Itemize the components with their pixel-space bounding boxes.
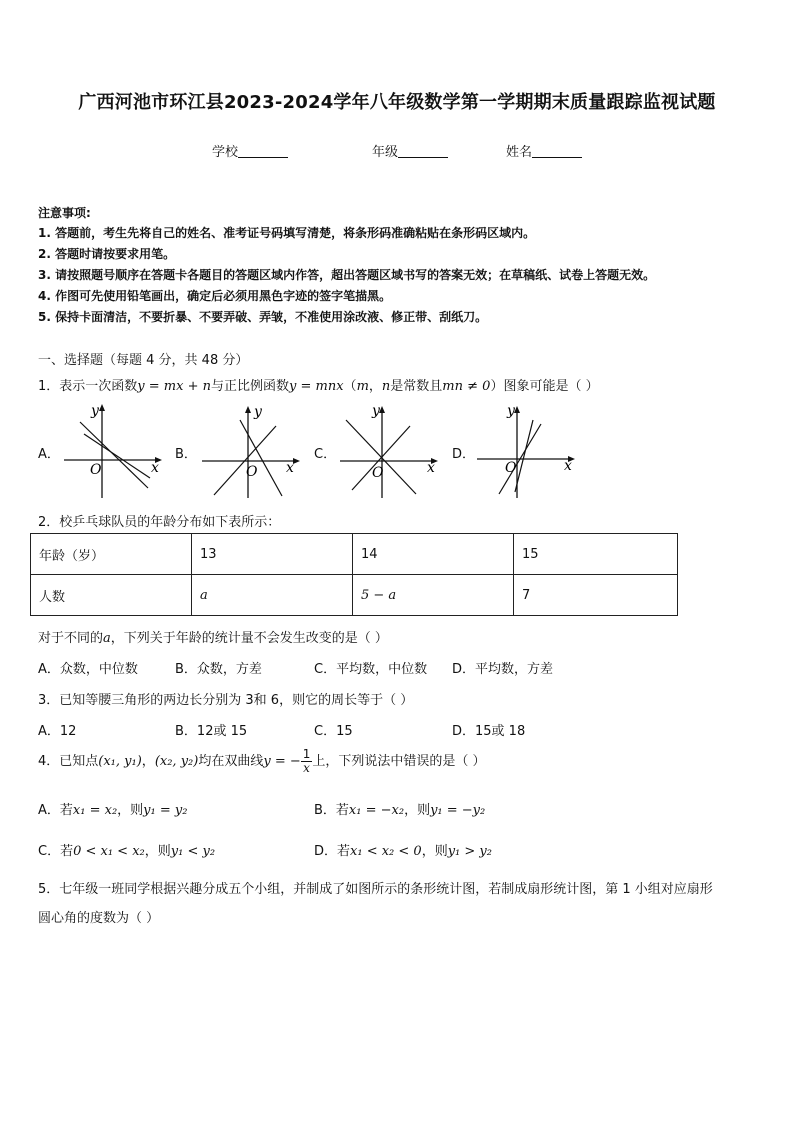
q4-d-cond: x₁ < x₂ < 0 — [350, 844, 422, 859]
table-cell: 年龄（岁） — [31, 534, 192, 575]
q1-option-d-label: D． — [452, 447, 476, 462]
q4-prefix: 4．已知点 — [38, 754, 99, 769]
q2-var-a: a — [103, 631, 111, 646]
q1-var-n: n — [381, 379, 391, 394]
name-blank — [532, 143, 582, 158]
q1-proportional-function: y = mnx — [289, 379, 344, 394]
q4-d-then: ，则 — [421, 844, 448, 859]
q4-option-c — [38, 840, 215, 859]
notice-item: 3. 请按照题号顺序在答题卡各题目的答题区域内作答，超出答题区域书写的答案无效；在草稿纸、试卷上答题无效。 — [38, 268, 656, 282]
graph-a — [62, 400, 166, 500]
q1-cond-math: mn ≠ 0 — [442, 379, 491, 394]
q4-b-label: B．若 — [314, 803, 349, 818]
graph-d — [475, 400, 579, 500]
q2-option-c: C．平均数，中位数 — [314, 662, 428, 677]
q4-mid: 均在双曲线 — [198, 754, 264, 769]
q4-sep: ， — [141, 754, 155, 769]
q2-option-a: A．众数，中位数 — [38, 662, 138, 677]
q4-function: y = − — [263, 754, 301, 769]
table-cell: 5 − a — [353, 575, 514, 616]
q1-cond-text: 是常数且 — [390, 379, 443, 394]
question-2-follow — [38, 627, 388, 646]
graph-b — [200, 400, 304, 500]
question-5-line-1: 5．七年级一班同学根据兴趣分成五个小组，并制成了如图所示的条形统计图，若制成扇形统计图，第 1 小组对应扇形 — [38, 882, 713, 897]
q4-a-cond: x₁ = x₂ — [72, 803, 118, 818]
notice-heading: 注意事项: — [38, 206, 91, 220]
q1-prefix: 1．表示一次函数 — [38, 379, 138, 394]
notice-item: 2. 答题时请按要求用笔。 — [38, 247, 176, 261]
section-heading: 一、选择题（每题 4 分，共 48 分） — [38, 353, 249, 368]
question-4-stem — [38, 748, 486, 775]
name-label: 姓名 — [506, 145, 533, 160]
q2-option-b: B．众数，方差 — [175, 662, 262, 677]
question-5-line-2: 圆心角的度数为（ ） — [38, 911, 160, 926]
school-blank — [238, 143, 288, 158]
q1-paren: （ — [343, 379, 357, 394]
question-3-stem: 3．已知等腰三角形的两边长分别为 3和 6，则它的周长等于（ ） — [38, 693, 414, 708]
table-cell: a — [192, 575, 353, 616]
q4-suffix: 上，下列说法中错误的是（ ） — [312, 754, 486, 769]
school-label: 学校 — [212, 145, 239, 160]
x-axis-label: x — [151, 460, 159, 476]
name-field — [506, 141, 582, 160]
q4-a-res: y₁ = y₂ — [143, 803, 188, 818]
table-row — [31, 575, 678, 616]
notice-item: 4. 作图可先使用铅笔画出，确定后必须用黑色字迹的签字笔描黑。 — [38, 289, 392, 303]
origin-label: O — [372, 465, 384, 481]
x-axis-label: x — [427, 460, 435, 476]
q4-c-cond: 0 < x₁ < x₂ — [73, 844, 145, 859]
q4-b-cond: x₁ = −x₂ — [348, 803, 405, 818]
q4-fraction — [301, 748, 313, 775]
q4-fraction-numerator: 1 — [302, 747, 311, 761]
q4-c-then: ，则 — [144, 844, 171, 859]
grade-label: 年级 — [372, 145, 399, 160]
grade-blank — [398, 143, 448, 158]
table-cell: 7 — [514, 575, 678, 616]
origin-label: O — [90, 462, 102, 478]
school-field — [212, 141, 288, 160]
q4-option-b — [314, 799, 485, 818]
question-2-stem: 2．校乒乓球队员的年龄分布如下表所示： — [38, 515, 281, 530]
q4-d-res: y₁ > y₂ — [447, 844, 492, 859]
notice-item: 1. 答题前，考生先将自己的姓名、准考证号码填写清楚，将条形码准确粘贴在条形码区域内。 — [38, 226, 536, 240]
q3-option-a: A．12 — [38, 724, 77, 739]
table-cell: 15 — [514, 534, 678, 575]
q3-option-d: D．15或 18 — [452, 724, 526, 739]
q4-a-label: A．若 — [38, 803, 73, 818]
y-axis-label: y — [91, 403, 99, 419]
origin-label: O — [505, 460, 517, 476]
q2-follow-suffix: ，下列关于年龄的统计量不会发生改变的是（ ） — [110, 631, 388, 646]
table-cell: 人数 — [31, 575, 192, 616]
q4-d-label: D．若 — [314, 844, 351, 859]
q4-point-1: (x₁, y₁) — [98, 754, 142, 769]
q4-b-res: y₁ = −y₂ — [430, 803, 486, 818]
q4-a-then: ，则 — [117, 803, 144, 818]
table-cell: 14 — [353, 534, 514, 575]
q1-option-c-label: C． — [314, 447, 337, 462]
y-axis-label: y — [507, 403, 515, 419]
table-cell: 13 — [192, 534, 353, 575]
q4-c-label: C．若 — [38, 844, 74, 859]
x-axis-label: x — [564, 458, 572, 474]
notice-item: 5. 保持卡面清洁，不要折暴、不要弄破、弄皱，不准使用涂改液、修正带、刮纸刀。 — [38, 310, 488, 324]
q1-option-a-label: A． — [38, 447, 60, 462]
y-axis-label: y — [254, 404, 262, 420]
q3-option-b: B．12或 15 — [175, 724, 248, 739]
q1-var-m: m — [356, 379, 369, 394]
q1-mid: 与正比例函数 — [210, 379, 289, 394]
q4-c-res: y₁ < y₂ — [170, 844, 216, 859]
q2-follow-prefix: 对于不同的 — [38, 631, 104, 646]
table-row — [31, 534, 678, 575]
q4-point-2: (x₂, y₂) — [154, 754, 199, 769]
q2-option-d: D．平均数，方差 — [452, 662, 554, 677]
age-distribution-table — [30, 533, 678, 616]
q4-option-a — [38, 799, 187, 818]
x-axis-label: x — [286, 460, 294, 476]
q4-b-then: ，则 — [404, 803, 431, 818]
q3-option-c: C．15 — [314, 724, 353, 739]
origin-label: O — [246, 464, 258, 480]
page-title: 广西河池市环江县2023-2024学年八年级数学第一学期期末质量跟踪监视试题 — [78, 92, 716, 113]
q1-option-b-label: B． — [175, 447, 197, 462]
q4-fraction-denominator: x — [303, 761, 310, 775]
graph-c — [338, 400, 442, 500]
q1-suffix: ）图象可能是（ ） — [490, 379, 599, 394]
question-1-stem — [38, 375, 599, 394]
q1-linear-function: y = mx + n — [137, 379, 211, 394]
grade-field — [372, 141, 448, 160]
q4-option-d — [314, 840, 492, 859]
y-axis-label: y — [372, 403, 380, 419]
q1-comma: ， — [368, 379, 382, 394]
